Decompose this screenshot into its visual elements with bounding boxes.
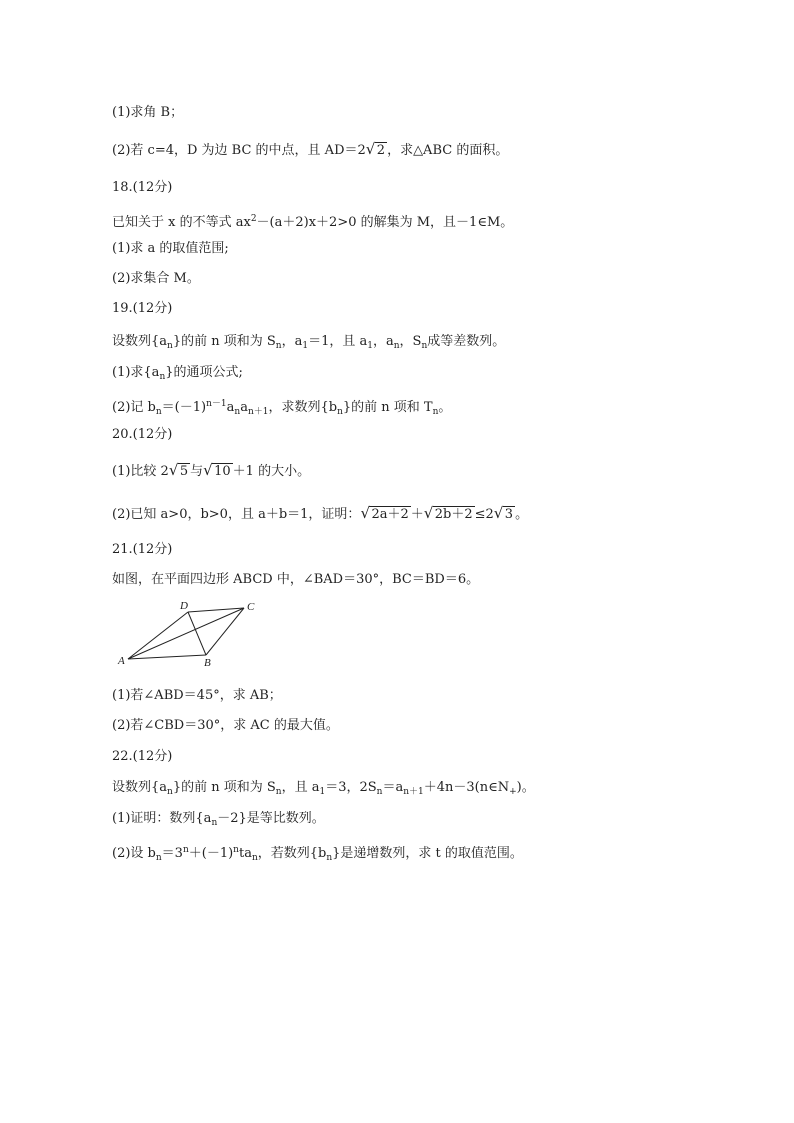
q21-part1: (1)若∠ABD＝45°，求 AB； [112,688,282,703]
label-a: A [118,655,125,667]
q19-stem: 设数列$\{a_n\}$的前 n 项和为 $S_n$，$a_1=1$，且 $a_1$，$a_n$，$S_n$成等差数列。 [112,334,506,351]
q19-heading: 19.(12分) [112,301,173,316]
q20-part1: (1)比较 2 √ 5 与 √ 10 ＋1 的大小。 [112,461,311,479]
q17-part2: (2)若 c=4，D 为边 BC 的中点，且 AD＝2 √ 2 ，求△ABC 的面积。 [112,140,509,158]
q17-part1: (1)求角 B； [112,105,184,120]
q20-heading: 20.(12分) [112,427,173,442]
q21-part2: (2)若∠CBD＝30°，求 AC 的最大值。 [112,718,339,733]
quadrilateral-figure [112,596,272,668]
label-d: D [180,600,188,612]
q22-part2: (2)设 $b_n=3^n+(-1)^nta_n$，若数列$\{b_n\}$是递增数列，求 t 的取值范围。 [112,845,523,863]
diagonal-db [188,612,206,655]
sqrt-5: √ 5 [168,461,189,479]
edge-ab [128,655,206,659]
label-c: C [247,601,255,613]
q22-heading: 22.(12分) [112,749,173,764]
q21-stem: 如图，在平面四边形 ABCD 中，∠BAD＝30°，BC＝BD＝6。 [112,572,480,587]
edge-cb [206,608,244,655]
q22-stem: 设数列$\{a_n\}$的前 n 项和为 $S_n$，且 $a_1=3$，$2S_n=a_{n+1}+4n-3(n\in N_+)$。 [112,780,535,797]
q18-stem: 已知关于 x 的不等式 $ax^2-(a+2)x+2>0$ 的解集为 M，且－1∈M。 [112,214,514,230]
sqrt-2a-plus-2: √ 2a＋2 [360,504,409,522]
q18-part1: (1)求 a 的取值范围; [112,241,229,256]
diagonal-ac [128,608,244,659]
q22-part1: (1)证明：数列$\{a_n-2\}$是等比数列。 [112,811,325,828]
sqrt-3: √ 3 [493,504,514,522]
edge-ad [128,612,188,659]
q18-part2: (2)求集合 M。 [112,271,200,286]
q21-heading: 21.(12分) [112,542,173,557]
sqrt-10: √ 10 [203,461,231,479]
sqrt-2: √ 2 [365,140,386,158]
q20-part2: (2)已知 a>0，b>0，且 a＋b＝1，证明： √ 2a＋2 ＋ √ 2b＋2 ≤2 √ 3 。 [112,504,529,522]
label-b: B [204,657,211,668]
q19-part2: (2)记 $b_n=(-1)^{n-1}a_na_{n+1}$，求数列$\{b_n\}$的前 n 项和 $T_n$。 [112,399,452,417]
q19-part1: (1)求$\{a_n\}$的通项公式; [112,365,243,382]
q18-heading: 18.(12分) [112,180,173,195]
sqrt-2b-plus-2: √ 2b＋2 [423,504,473,522]
